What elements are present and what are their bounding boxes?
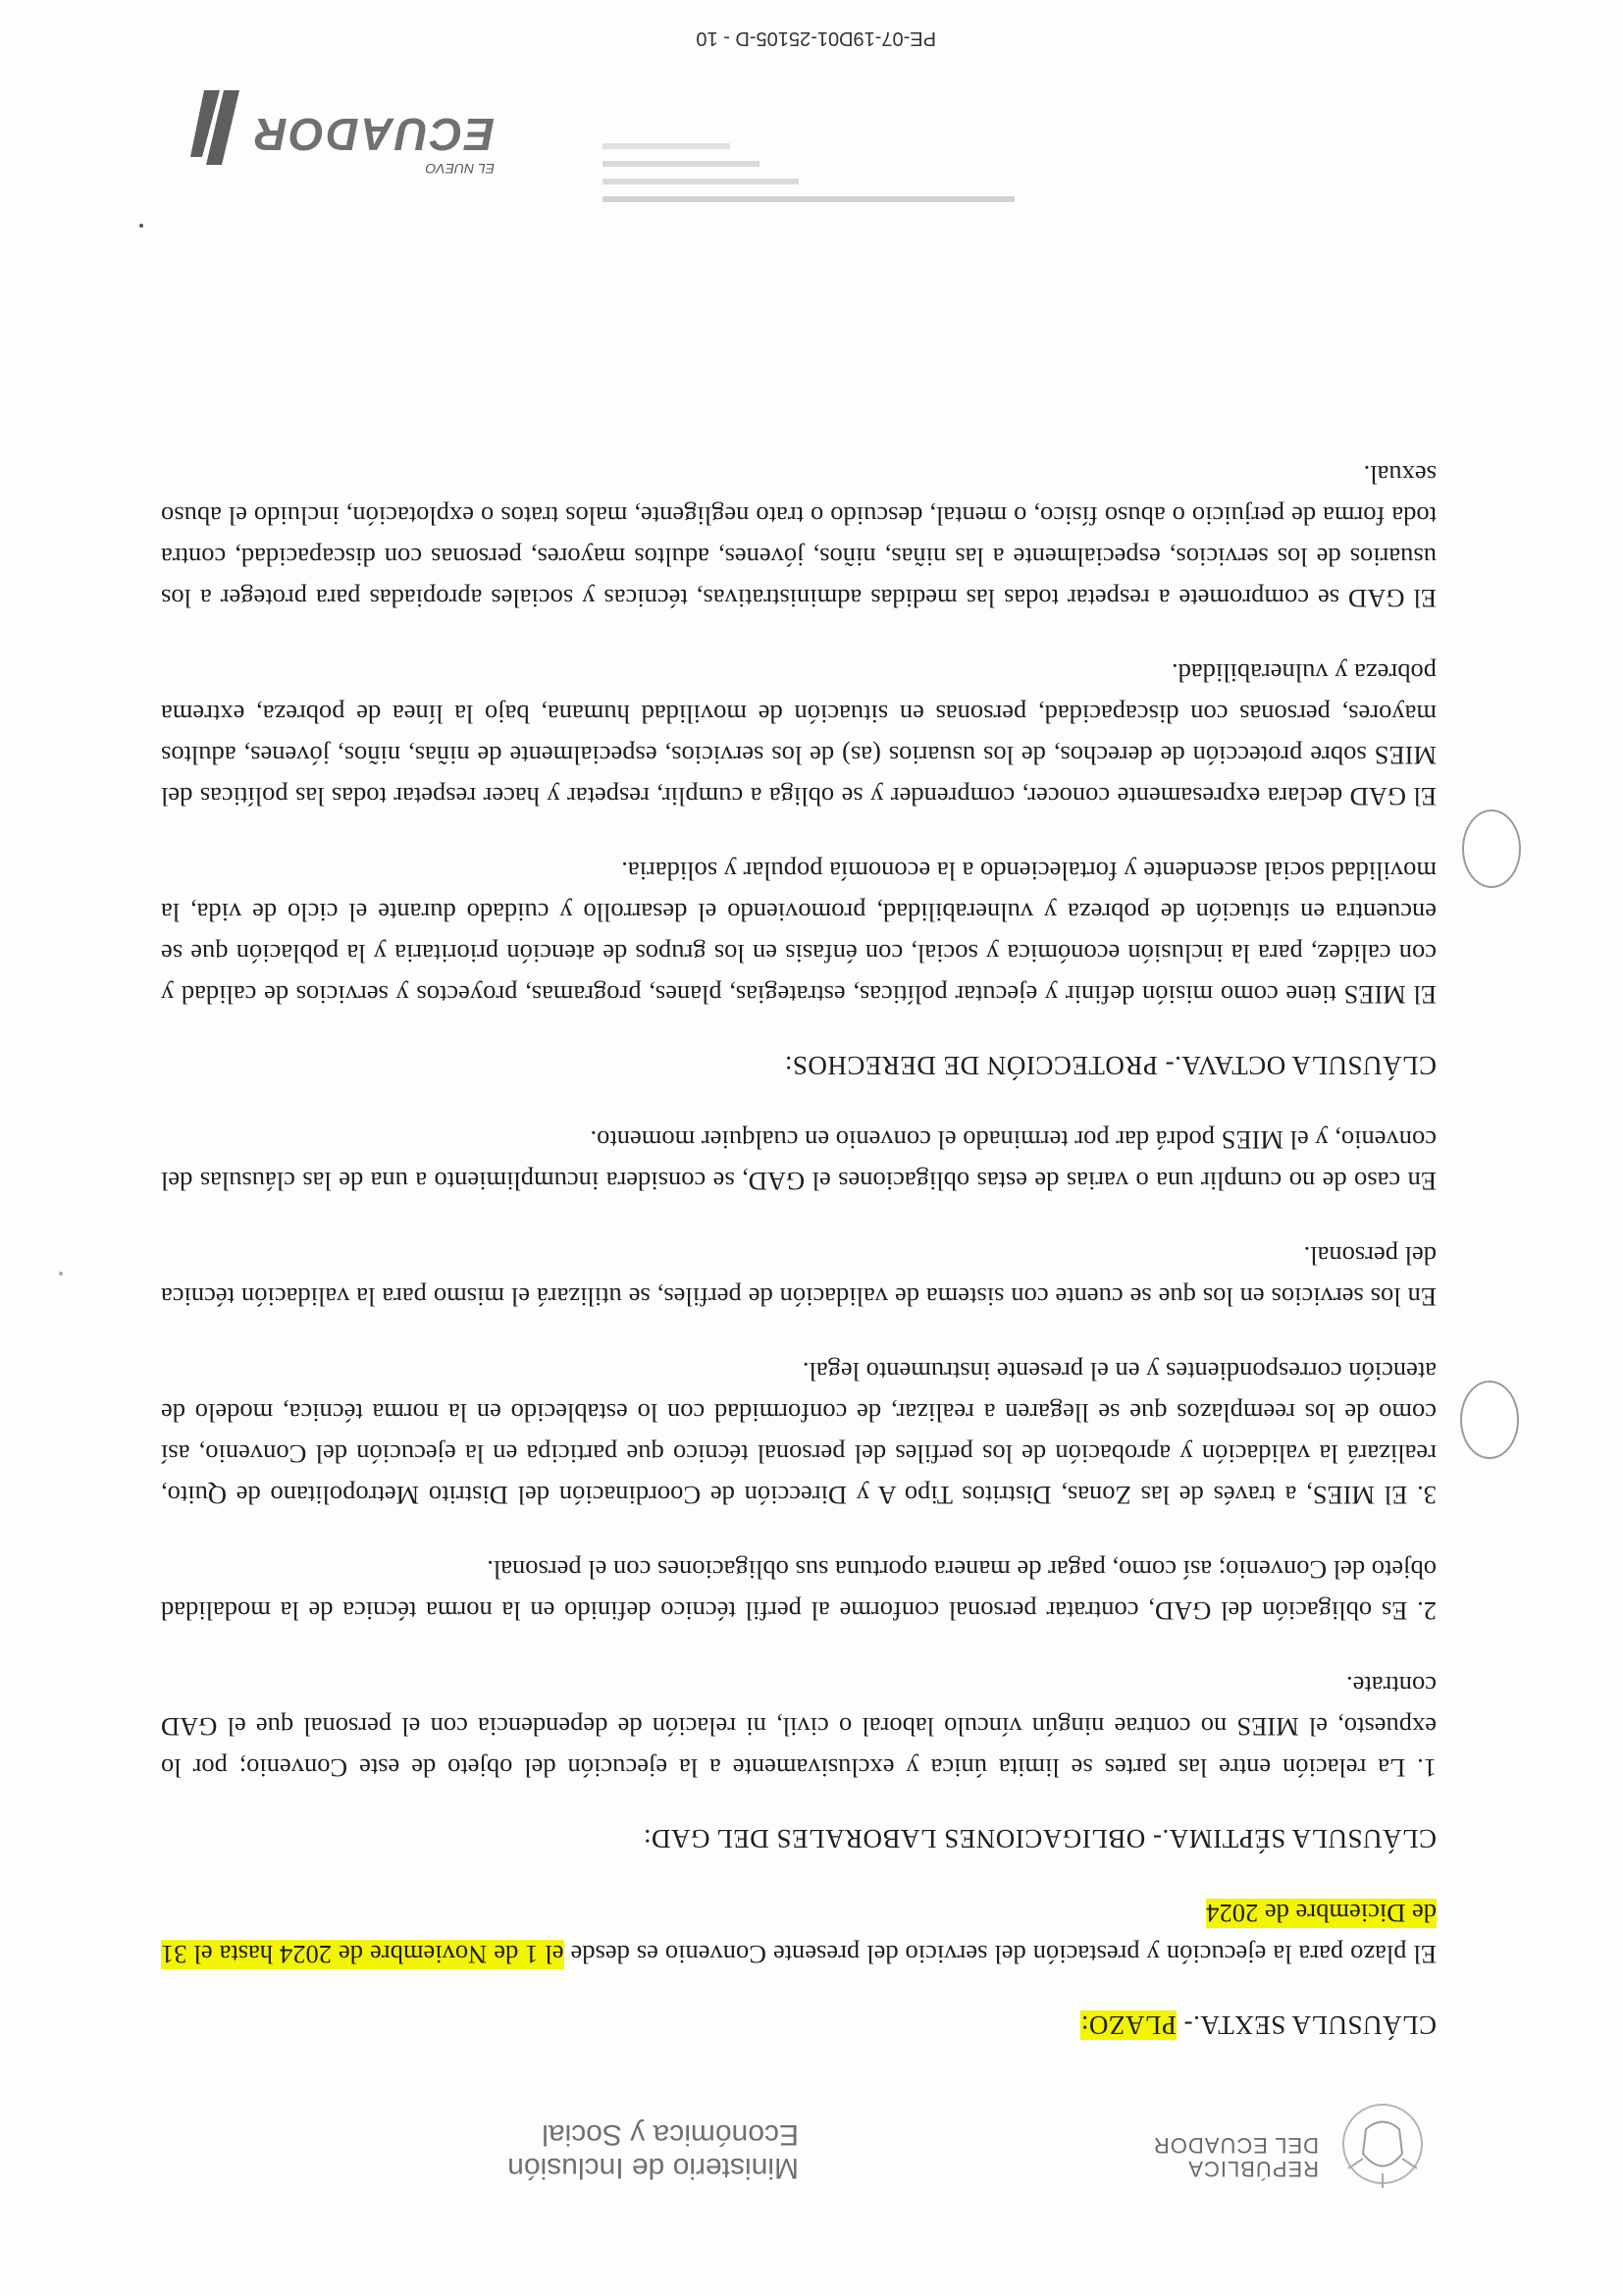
clausula-sexta-heading bbox=[161, 2005, 1437, 2046]
scan-speck-1 bbox=[139, 224, 143, 228]
octava-paragraph-3: El GAD se compromete a respetar todas las medidas administrativas, técnicas y sociales apropiadas para proteger a los usuarios de los servicios, especialmente a las niñas, niños, jóvenes, adultos mayores, personas con discapacidad, contra toda forma de perjuicio o abuso físico, o mental, descuido o trato negligente, malos tratos o explotación, incluido el abuso sexual. bbox=[161, 460, 1437, 613]
punch-hole-upper bbox=[1462, 809, 1521, 888]
punch-hole-second bbox=[1460, 1381, 1519, 1459]
heading-sexta-part-1: CLÁUSULA SEXTA.- bbox=[1176, 2010, 1437, 2040]
plazo-text: El plazo para la ejecución y prestación del servicio del presente Convenio es desde bbox=[563, 1940, 1437, 1969]
ministerio-label bbox=[507, 2117, 799, 2184]
scan-speck-2 bbox=[59, 1272, 63, 1276]
ministerio-line-2: Económica y Social bbox=[542, 2118, 799, 2151]
el-nuevo-ecuador-logo bbox=[200, 69, 495, 177]
footer-address-faint bbox=[544, 124, 1015, 206]
document-code: PE-07-19D01-25105-D - 10 bbox=[696, 27, 936, 49]
plazo-dates-highlight: el 1 de Noviembre de 2024 hasta el 31 de Diciembre de 2024 bbox=[160, 1899, 1437, 1969]
coat-of-arms-icon bbox=[1329, 2090, 1437, 2198]
clausula-octava-heading: CLÁUSULA OCTAVA.- PROTECCIÓN DE DERECHOS: bbox=[784, 1051, 1437, 1080]
octava-paragraph-2: El GAD declara expresamente conocer, comprender y se obliga a cumplir, respetar y hacer respetar todas las políticas del MIES sobre protección de derechos, de los usuarios (as) de los servicios, especialmente de niñas, niños, jóvenes, adultos mayores, personas con discapacidad, personas en situación de movilidad humana, bajo la línea de pobreza, extrema pobreza y vulnerabilidad. bbox=[161, 658, 1437, 811]
logo-small-text: EL NUEVO bbox=[425, 161, 495, 177]
republica-line-2: DEL ECUADOR bbox=[1152, 2133, 1319, 2158]
septima-paragraph-1: 1. La relación entre las partes se limita única y exclusivamente a la ejecución del objeto de este Convenio; por lo expuesto, el MIES no contrae ningún vínculo laboral o civil, ni relación de dependencia con el personal que el GAD contrate. bbox=[161, 1671, 1437, 1783]
page-header bbox=[161, 2061, 1437, 2198]
logo-big-text: ECUADOR bbox=[252, 109, 495, 160]
septima-paragraph-5: En caso de no cumplir una o varias de estas obligaciones el GAD, se considera incumplimiento a una de las cláusulas del convenio, y el MIES podrá dar por terminado el convenio en cualquier momento. bbox=[161, 1125, 1437, 1196]
heading-sexta-highlight: PLAZO: bbox=[1080, 2010, 1177, 2040]
octava-paragraph-1: El MIES tiene como misión definir y ejecutar políticas, estrategias, planes, programas, proyectos y servicios de calidad y con calidez, para la inclusión económica y social, con énfasis en los grupos de atención prioritaria y la población que se encuentra en situación de pobreza y vulnerabilidad, promoviendo el desarrollo y cuidado durante el ciclo de vida, la movilidad social ascendente y fortaleciendo a la economía popular y solidaria. bbox=[161, 857, 1437, 1010]
republica-line-1: REPÚBLICA bbox=[1187, 2157, 1319, 2181]
logo-bars-icon bbox=[190, 88, 249, 167]
document-body bbox=[161, 421, 1437, 2046]
septima-paragraph-2: 2. Es obligación del GAD, contratar personal conforme al perfil técnico definido en la norma técnica de la modalidad objeto del Convenio; así como, pagar de manera oportuna sus obligaciones con el personal. bbox=[161, 1555, 1437, 1626]
faint-address-lines bbox=[544, 128, 1015, 206]
republica-label bbox=[1153, 2133, 1319, 2180]
ministerio-line-1: Ministerio de Inclusión bbox=[507, 2152, 799, 2184]
septima-paragraph-3: 3. El MIES, a través de las Zonas, Distritos Tipo A y Dirección de Coordinación del Distrito Metropolitano de Quito, realizará la validación y aprobación de los perfiles del personal técnico que participa en la ejecución del Convenio, así como de los reemplazos que se llegaren a realizar, de conformidad con lo establecido en la norma técnica, modelo de atención correspondientes y en el presente instrumento legal. bbox=[161, 1357, 1437, 1510]
clausula-septima-heading: CLÁUSULA SÉPTIMA.- OBLIGACIONES LABORALES DEL GAD: bbox=[643, 1824, 1437, 1853]
septima-paragraph-4: En los servicios en los que se cuente con sistema de validación de perfiles, se utilizará el mismo para la validación técnica del personal. bbox=[161, 1241, 1437, 1312]
clausula-sexta-paragraph bbox=[161, 1893, 1437, 1975]
